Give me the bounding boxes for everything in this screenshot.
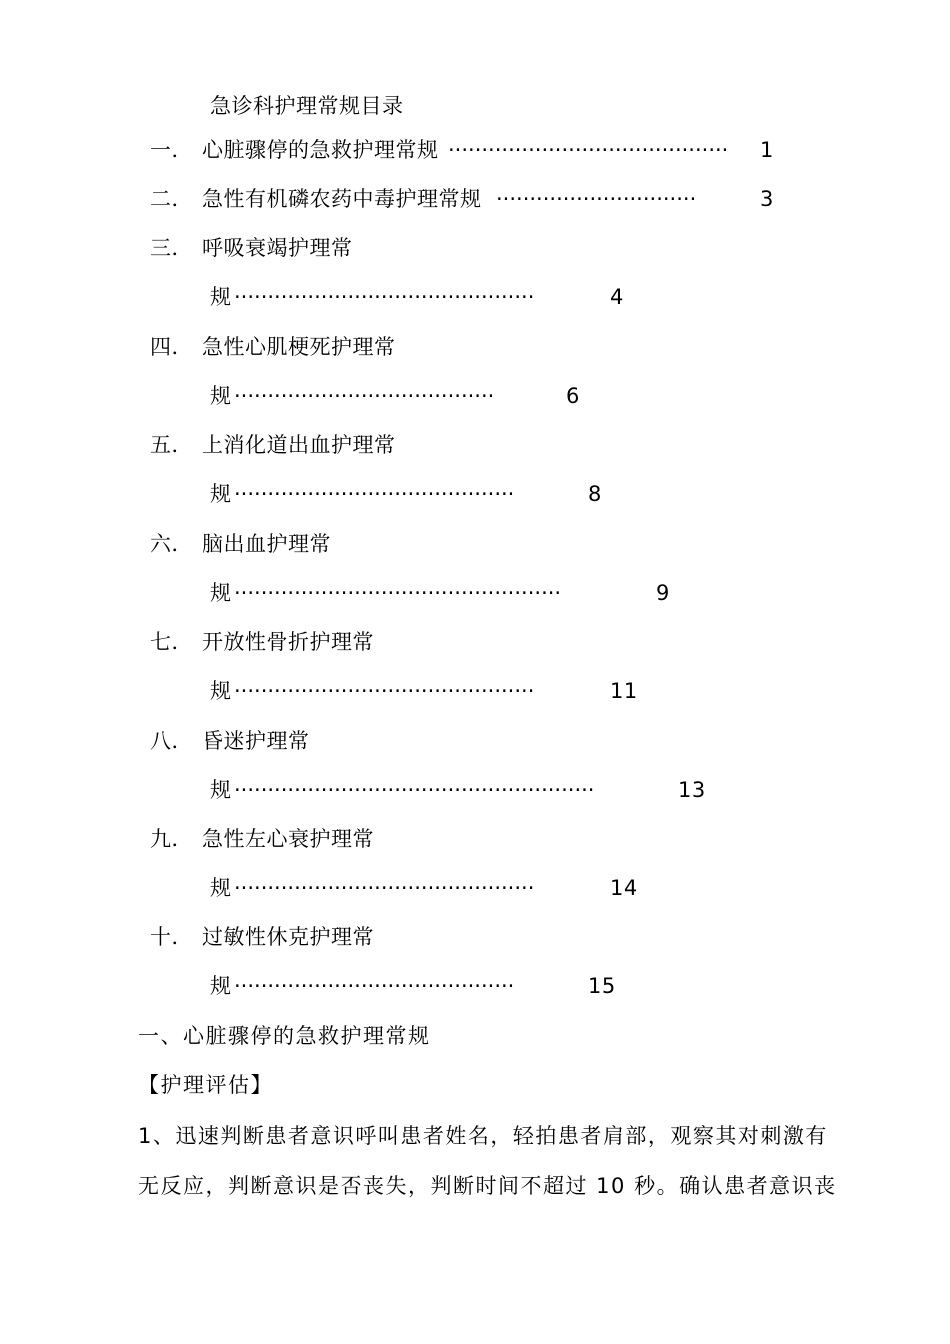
paragraph-line: 无反应，判断意识是否丧失，判断时间不超过 10 秒。确认患者意识丧 [138,1174,837,1198]
toc-page-number: 1 [760,138,774,162]
toc-dot-leader: ······························ [496,187,697,211]
toc-entry-title: 急性心肌梗死护理常 [202,335,396,359]
toc-page-number: 8 [588,482,602,506]
toc-entry-title-end: 规 [210,384,232,408]
toc-entry-number: 十． [150,925,193,949]
toc-entry-continuation[interactable] [210,283,670,311]
toc-entry-continuation[interactable] [210,677,690,705]
toc-page-number: 4 [610,285,624,309]
toc-entry-title: 脑出血护理常 [202,532,331,556]
toc-entry[interactable] [150,628,550,656]
toc-page-number: 13 [678,778,706,802]
toc-entry-title: 开放性骨折护理常 [202,630,374,654]
toc-page-number: 11 [610,679,638,703]
toc-entry[interactable] [150,234,550,262]
toc-entry-title: 急性左心衰护理常 [202,827,374,851]
toc-dot-leader: ······················································ [234,778,595,802]
toc-entry-continuation[interactable] [210,382,670,410]
toc-entry-title: 心脏骤停的急救护理常规 [202,138,439,162]
toc-entry[interactable] [150,431,550,459]
toc-entry-title-end: 规 [210,482,232,506]
toc-page-number: 15 [588,974,616,998]
toc-entry[interactable] [150,923,550,951]
toc-entry-number: 三． [150,236,193,260]
toc-entry-number: 二． [150,187,193,211]
toc-dot-leader: ·········································· [234,974,515,998]
toc-dot-leader: ············································· [234,679,535,703]
toc-entry-continuation[interactable] [210,776,730,804]
toc-dot-leader: ············································· [234,876,535,900]
toc-entry-title-end: 规 [210,679,232,703]
section-heading: 一、心脏骤停的急救护理常规 [138,1024,431,1048]
toc-entry[interactable] [150,825,550,853]
toc-entry-number: 六． [150,532,193,556]
toc-entry-number: 一． [150,138,193,162]
toc-entry-continuation[interactable] [210,579,690,607]
toc-dot-leader: ·········································· [234,482,515,506]
toc-page-number: 9 [656,581,670,605]
toc-dot-leader: ················································· [234,581,562,605]
toc-entry-number: 五． [150,433,193,457]
toc-entry[interactable] [150,185,790,213]
toc-entry-title-end: 规 [210,285,232,309]
toc-page-number: 6 [566,384,580,408]
toc-dot-leader: ············································· [234,285,535,309]
toc-dot-leader: ······································· [234,384,495,408]
toc-page-number: 3 [760,187,774,211]
toc-entry-number: 八． [150,729,193,753]
toc-entry-title-end: 规 [210,778,232,802]
toc-entry-title: 上消化道出血护理常 [202,433,396,457]
toc-entry[interactable] [150,136,790,164]
toc-entry-number: 九． [150,827,193,851]
toc-entry-title-end: 规 [210,581,232,605]
toc-entry-title: 呼吸衰竭护理常 [202,236,353,260]
toc-entry[interactable] [150,530,550,558]
toc-entry[interactable] [150,727,550,755]
toc-entry-title-end: 规 [210,974,232,998]
toc-entry-number: 七． [150,630,193,654]
toc-entry[interactable] [150,333,550,361]
toc-title: 急诊科护理常规目录 [210,94,404,118]
toc-entry-continuation[interactable] [210,874,690,902]
toc-entry-title: 昏迷护理常 [202,729,310,753]
toc-entry-continuation[interactable] [210,480,670,508]
paragraph-line: 1、迅速判断患者意识呼叫患者姓名，轻拍患者肩部，观察其对刺激有 [138,1124,828,1148]
toc-entry-continuation[interactable] [210,972,670,1000]
toc-entry-title: 急性有机磷农药中毒护理常规 [202,187,482,211]
toc-dot-leader: ·········································· [448,138,729,162]
toc-entry-title-end: 规 [210,876,232,900]
toc-page-number: 14 [610,876,638,900]
toc-entry-number: 四． [150,335,193,359]
toc-entry-title: 过敏性休克护理常 [202,925,374,949]
section-subheading: 【护理评估】 [138,1073,273,1097]
